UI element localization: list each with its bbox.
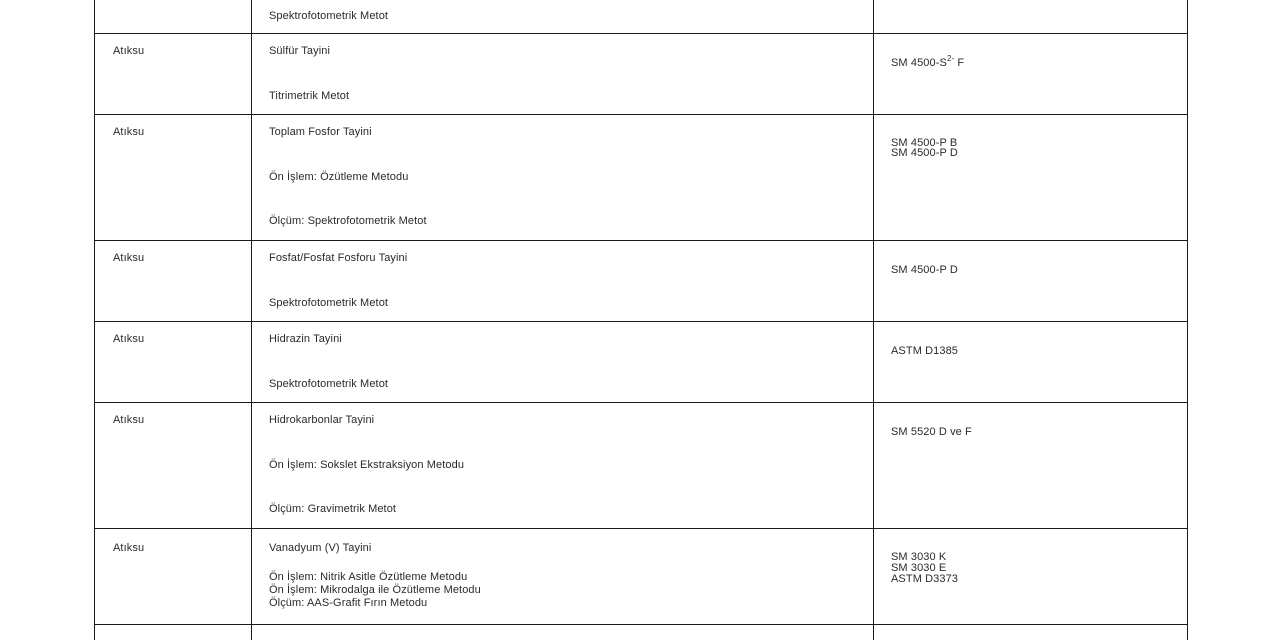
method-cell <box>874 529 1188 625</box>
matrix-label: Atıksu <box>113 252 145 264</box>
table-row <box>95 115 1188 241</box>
matrix-cell <box>95 241 252 322</box>
matrix-label: Atıksu <box>113 542 145 554</box>
method-cell <box>874 0 1188 34</box>
method-cell <box>874 34 1188 115</box>
method-ref: SM 4500-P D <box>891 264 958 276</box>
method-cell <box>874 625 1188 640</box>
method-ref: SM $4500-S^{2-}$ F <box>891 54 965 69</box>
table-row <box>95 0 1188 34</box>
method-ref: SM 4500-P D <box>891 147 958 159</box>
matrix-cell <box>95 403 252 529</box>
matrix-cell <box>95 34 252 115</box>
test-line: Spektrofotometrik Metot <box>269 297 389 309</box>
method-ref: SM 5520 D ve F <box>891 426 972 438</box>
test-line: Ölçüm: Gravimetrik Metot <box>269 503 397 515</box>
test-line: Spektrofotometrik Metot <box>269 10 389 22</box>
test-cell <box>252 529 874 625</box>
test-line: Ön İşlem: Sokslet Ekstraksiyon Metodu <box>269 459 465 471</box>
matrix-cell <box>95 625 252 640</box>
test-line: Titrimetrik Metot <box>269 90 350 102</box>
test-line: Ön İşlem: Mikrodalga ile Özütleme Metodu <box>269 584 481 596</box>
test-title: Sülfür Tayini <box>269 45 331 57</box>
test-line: Ön İşlem: Nitrik Asitle Özütleme Metodu <box>269 571 468 583</box>
method-ref: SM 3030 E <box>891 562 947 574</box>
table-row <box>95 625 1188 640</box>
test-line: Ölçüm: Spektrofotometrik Metot <box>269 215 427 227</box>
table-row <box>95 403 1188 529</box>
matrix-label: Atıksu <box>113 414 145 426</box>
test-title: Vanadyum (V) Tayini <box>269 542 372 554</box>
test-cell <box>252 241 874 322</box>
matrix-label: Atıksu <box>113 45 145 57</box>
test-cell <box>252 403 874 529</box>
test-line: Ölçüm: AAS-Grafit Fırın Metodu <box>269 597 428 609</box>
table-row <box>95 241 1188 322</box>
method-ref: SM 4500-P B <box>891 137 958 149</box>
matrix-cell <box>95 322 252 403</box>
matrix-label: Atıksu <box>113 333 145 345</box>
matrix-cell <box>95 0 252 34</box>
table-row <box>95 34 1188 115</box>
test-cell <box>252 0 874 34</box>
matrix-cell <box>95 529 252 625</box>
test-line: Spektrofotometrik Metot <box>269 378 389 390</box>
test-cell <box>252 322 874 403</box>
accreditation-table <box>94 0 1188 640</box>
method-cell <box>874 403 1188 529</box>
method-ref: SM 3030 K <box>891 551 947 563</box>
test-title: Fosfat/Fosfat Fosforu Tayini <box>269 252 408 264</box>
table-row <box>95 529 1188 625</box>
method-cell <box>874 115 1188 241</box>
table-row <box>95 322 1188 403</box>
method-ref: ASTM D3373 <box>891 573 959 585</box>
matrix-cell <box>95 115 252 241</box>
test-title: Hidrokarbonlar Tayini <box>269 414 375 426</box>
test-cell <box>252 34 874 115</box>
test-cell <box>252 625 874 640</box>
matrix-label: Atıksu <box>113 126 145 138</box>
method-cell <box>874 241 1188 322</box>
method-ref: ASTM D1385 <box>891 345 959 357</box>
test-line: Ön İşlem: Özütleme Metodu <box>269 171 409 183</box>
test-title: Hidrazin Tayini <box>269 333 342 345</box>
method-cell <box>874 322 1188 403</box>
test-title: Toplam Fosfor Tayini <box>269 126 372 138</box>
test-cell <box>252 115 874 241</box>
